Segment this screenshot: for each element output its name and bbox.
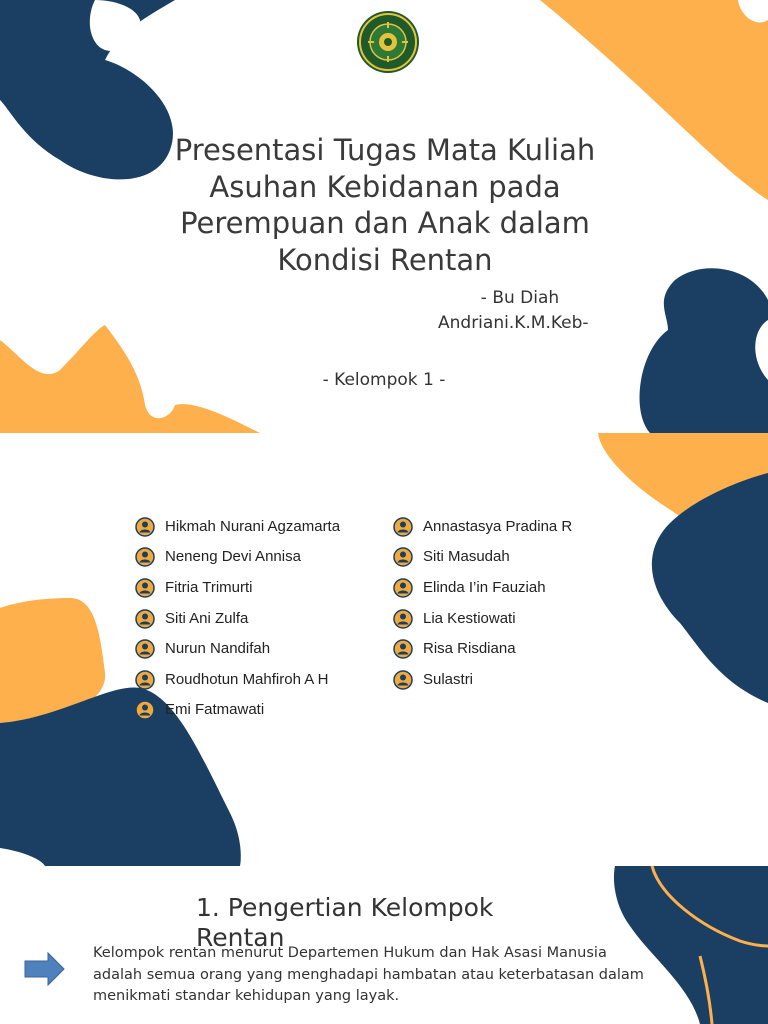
member-item: [135, 700, 375, 720]
member-name: Risa Risdiana: [423, 640, 516, 657]
member-name: Elinda I’in Fauziah: [423, 579, 546, 596]
title-line: Asuhan Kebidanan pada: [209, 169, 561, 204]
member-item: [393, 517, 633, 537]
member-name: Hikmah Nurani Agzamarta: [165, 518, 341, 535]
presentation-title: [150, 132, 620, 278]
member-name: Siti Ani Zulfa: [165, 610, 249, 627]
member-item: [393, 578, 633, 598]
member-item: [135, 670, 375, 690]
university-logo-icon: [356, 10, 420, 74]
person-icon: [135, 670, 155, 690]
right-arrow-icon: [24, 951, 66, 987]
member-name: Sulastri: [423, 671, 474, 688]
person-icon: [393, 639, 413, 659]
member-item: [393, 670, 633, 690]
person-icon: [135, 639, 155, 659]
title-line: Perempuan dan Anak dalam: [180, 206, 590, 240]
member-item: [135, 639, 375, 659]
definition-text: Kelompok rentan menurut Departemen Hukum dan Hak Asasi Manusia adalah semua orang yang menghadapi hambatan atau keterbatasan dalam menikmati standar kehidupan yang layak.: [93, 945, 644, 1004]
person-icon: [135, 517, 155, 537]
member-name: Nurun Nandifah: [165, 640, 271, 657]
person-icon: [393, 517, 413, 537]
member-item: [135, 578, 375, 598]
decorative-background: [0, 433, 768, 866]
member-name: Siti Masudah: [423, 548, 510, 565]
person-icon: [393, 609, 413, 629]
member-name: Lia Kestiowati: [423, 610, 516, 627]
member-name: Neneng Devi Annisa: [165, 548, 301, 565]
person-icon: [393, 547, 413, 567]
member-name: Roudhotun Mahfiroh A H: [165, 671, 329, 688]
person-icon: [135, 609, 155, 629]
member-item: [135, 547, 375, 567]
title-line: Kondisi Rentan: [277, 242, 493, 277]
member-item: [393, 609, 633, 629]
group-label: - Kelompok 1 -: [322, 370, 446, 390]
member-item: [135, 609, 375, 629]
definition-slide: [0, 866, 768, 1024]
members-slide: [0, 433, 768, 866]
member-item: [393, 547, 633, 567]
section-title: 1. Pengertian Kelompok Rentan: [196, 893, 494, 952]
person-icon: [135, 578, 155, 598]
lecturer-name: [420, 286, 620, 336]
title-slide: [0, 0, 768, 433]
person-icon: [135, 547, 155, 567]
member-item: [393, 639, 633, 659]
member-item: [135, 517, 375, 537]
lecturer-line: - Bu Diah: [480, 288, 560, 308]
person-icon: [135, 700, 155, 720]
member-name: Fitria Trimurti: [165, 579, 253, 596]
member-name: Annastasya Pradina R: [423, 518, 573, 535]
title-line: Presentasi Tugas Mata Kuliah: [174, 133, 596, 167]
member-name: Emi Fatmawati: [165, 701, 265, 718]
person-icon: [393, 670, 413, 690]
lecturer-line: Andriani.K.M.Keb-: [438, 313, 589, 333]
person-icon: [393, 578, 413, 598]
